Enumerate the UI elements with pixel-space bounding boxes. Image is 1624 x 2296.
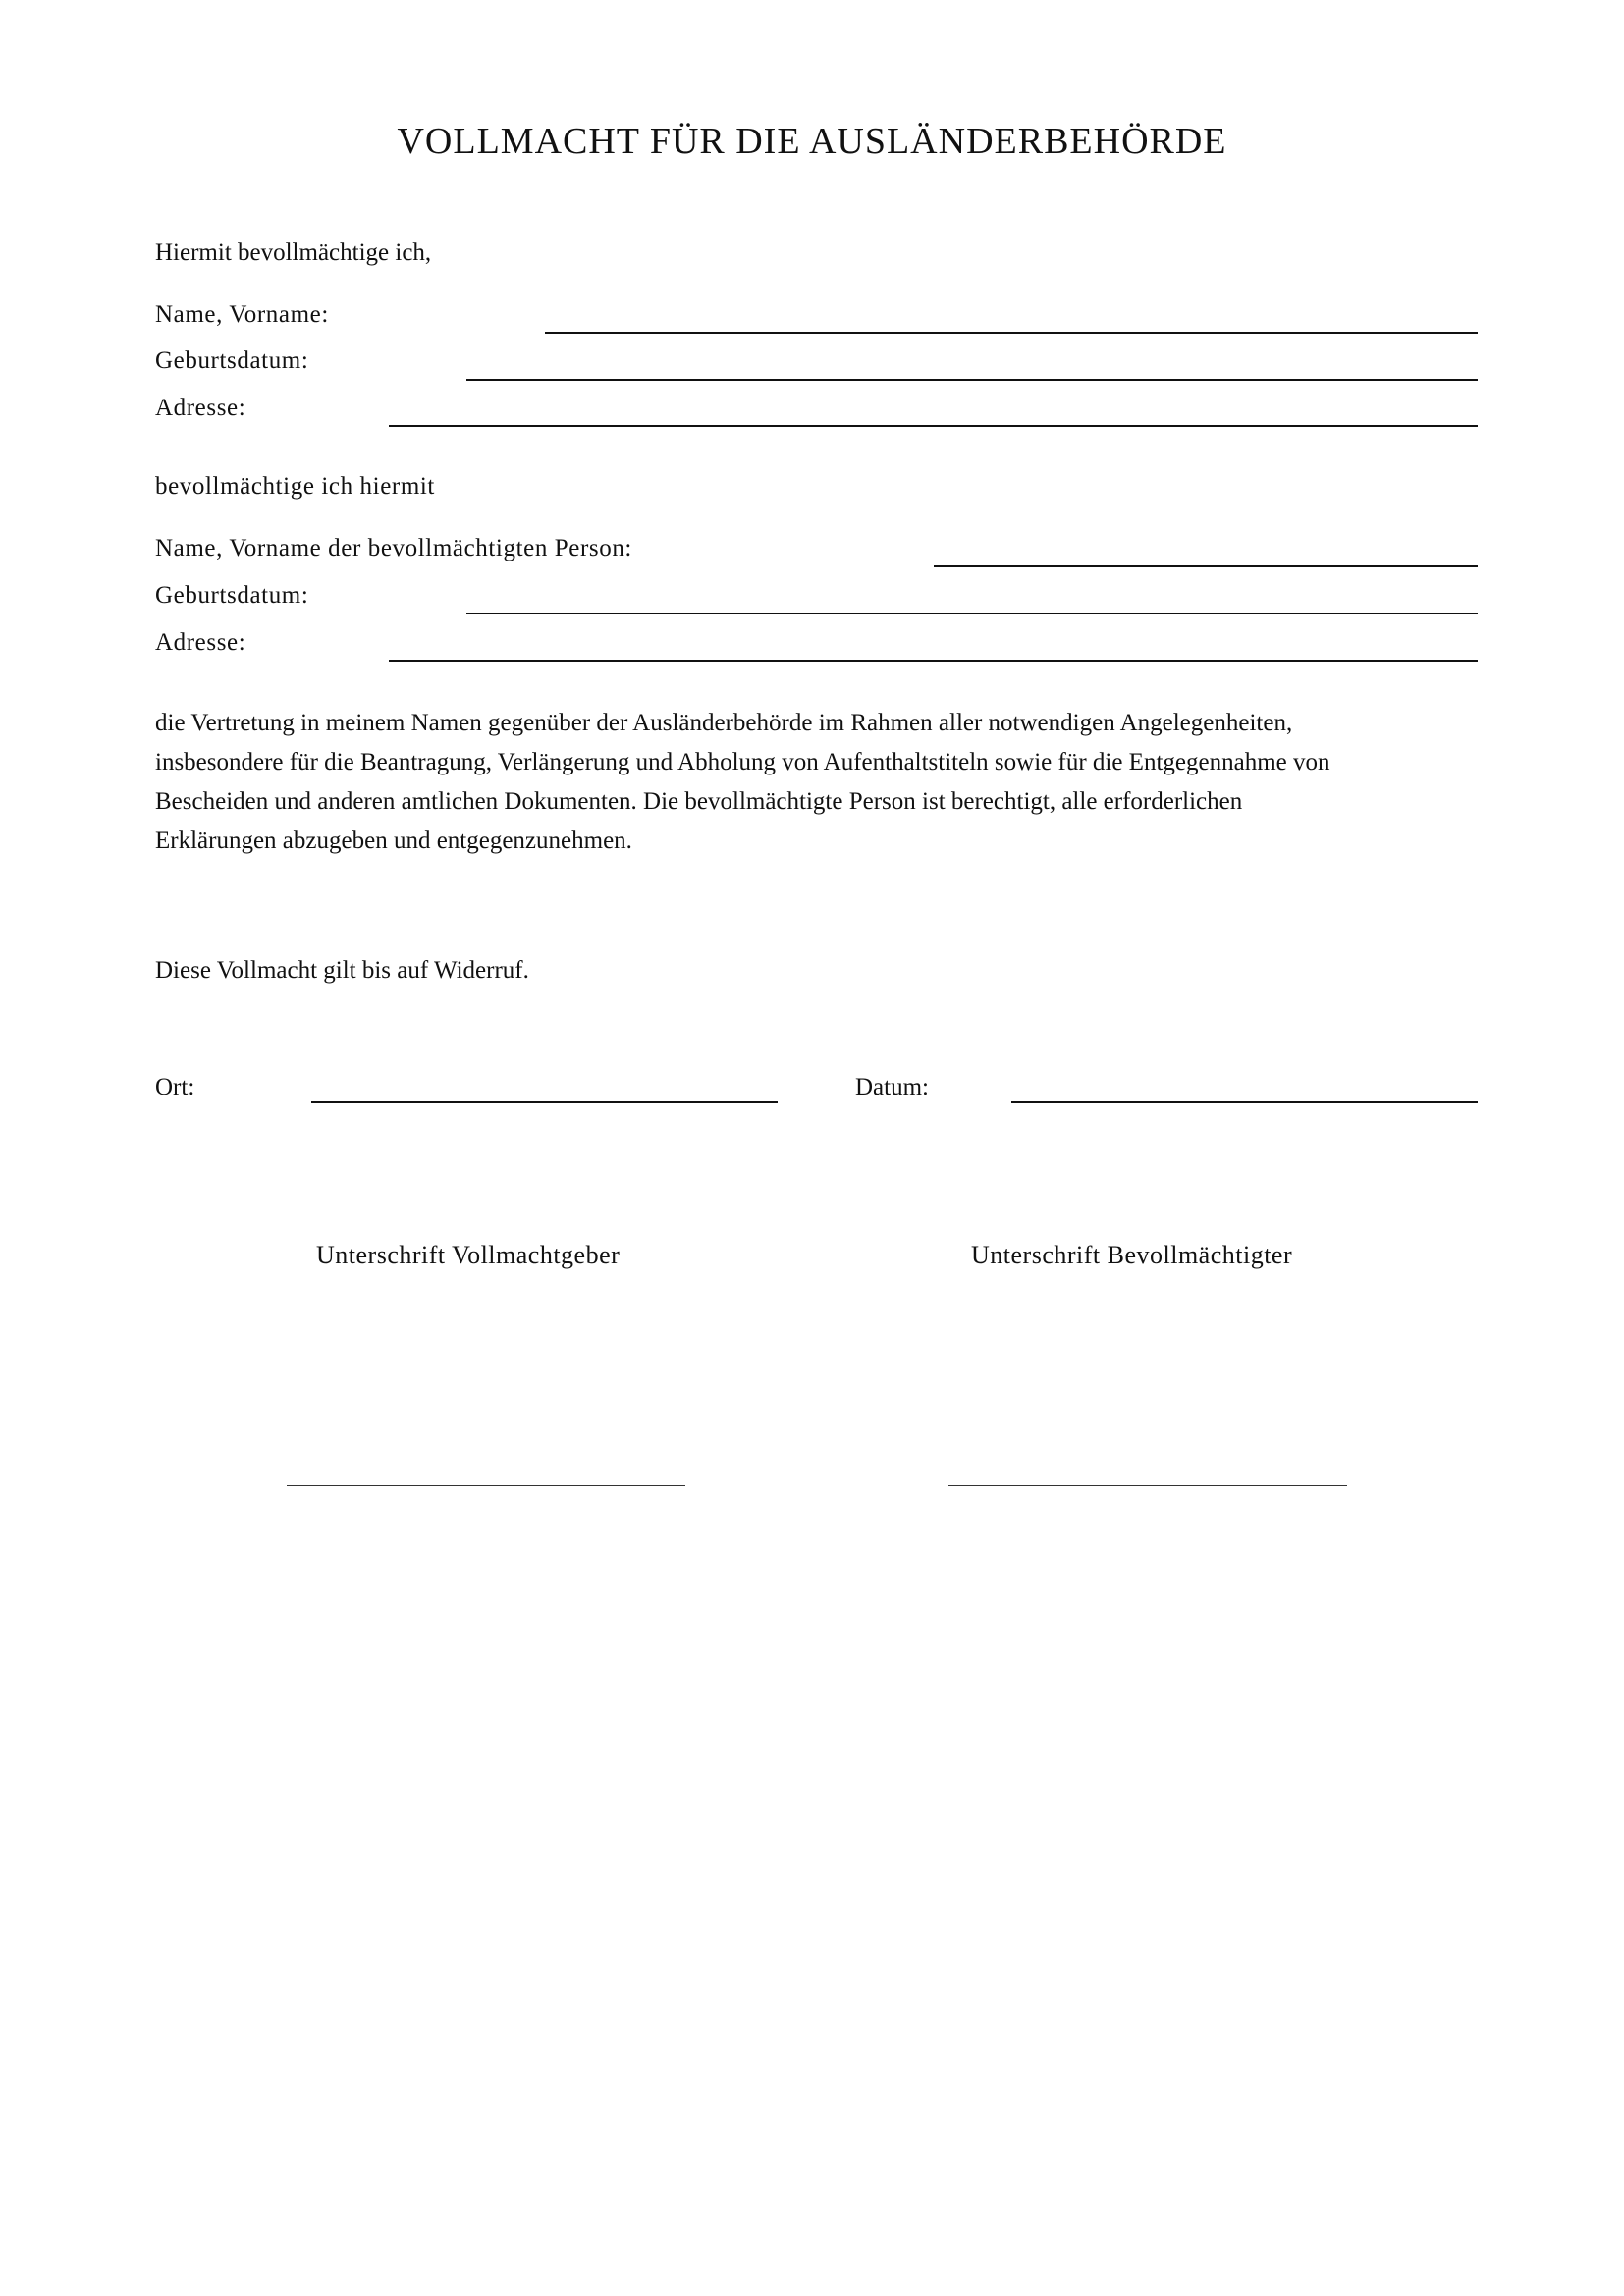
signature-grantor-line[interactable] — [287, 1485, 685, 1486]
place-field[interactable] — [311, 1101, 778, 1103]
body-line: die Vertretung in meinem Namen gegenüber der Ausländerbehörde im Rahmen aller notwendigen Angelegenheiten, — [155, 710, 1293, 736]
grantor-address-field[interactable] — [389, 425, 1478, 427]
grantor-address-label: Adresse: — [155, 395, 246, 421]
body-paragraph — [155, 704, 1490, 861]
agent-birth-label: Geburtsdatum: — [155, 582, 309, 609]
agent-birth-field[interactable] — [466, 613, 1478, 614]
grantor-birth-field[interactable] — [466, 379, 1478, 381]
agent-name-label: Name, Vorname der bevollmächtigten Person: — [155, 535, 632, 561]
agent-address-field[interactable] — [389, 660, 1478, 662]
middle-text: bevollmächtige ich hiermit — [155, 473, 435, 500]
agent-name-field[interactable] — [934, 565, 1478, 567]
intro-text: Hiermit bevollmächtige ich, — [155, 240, 432, 266]
signature-agent-line[interactable] — [948, 1485, 1347, 1486]
place-label: Ort: — [155, 1074, 195, 1100]
validity-text: Diese Vollmacht gilt bis auf Widerruf. — [155, 957, 529, 984]
grantor-name-label: Name, Vorname: — [155, 301, 329, 328]
document-title: VOLLMACHT FÜR DIE AUSLÄNDERBEHÖRDE — [397, 121, 1227, 162]
agent-address-label: Adresse: — [155, 629, 246, 656]
body-line: insbesondere für die Beantragung, Verlängerung und Abholung von Aufenthaltstiteln sowie für die Entgegennahme von — [155, 749, 1330, 775]
date-field[interactable] — [1011, 1101, 1478, 1103]
date-label: Datum: — [855, 1074, 929, 1100]
grantor-birth-label: Geburtsdatum: — [155, 347, 309, 374]
signature-agent-label: Unterschrift Bevollmächtigter — [971, 1241, 1293, 1269]
grantor-name-field[interactable] — [545, 332, 1478, 334]
body-line: Erklärungen abzugeben und entgegenzunehmen. — [155, 828, 632, 854]
signature-grantor-label: Unterschrift Vollmachtgeber — [316, 1241, 621, 1269]
body-line: Bescheiden und anderen amtlichen Dokumenten. Die bevollmächtigte Person ist berechtigt, alle erforderlichen — [155, 788, 1243, 815]
